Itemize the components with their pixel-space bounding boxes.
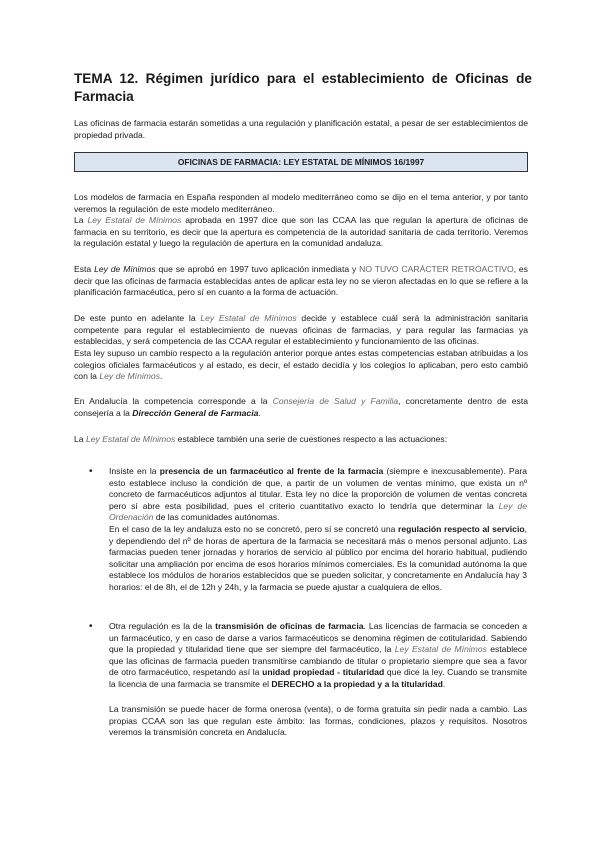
- paragraph-4: De este punto en adelante la Ley Estatal de Mínimos decide y establece cuál será la administración sanitaria competente para regular el establecimiento de nuevas oficinas de farmacias, y para regular las farmacias ya establecidas, y será competencia de las CCAA regular el establecimiento y funcionamiento de las oficinas.: [74, 313, 529, 347]
- page-title: TEMA 12. Régimen jurídico para el establecimiento de Oficinas de Farmacia: [74, 71, 532, 104]
- bullet-1-marker: •: [89, 466, 93, 477]
- section-header-box: [74, 152, 528, 172]
- paragraph-1: Los modelos de farmacia en España responden al modelo mediterráneo como se dijo en el tema anterior, y por tanto veremos la regulación de este modelo mediterráneo.: [74, 192, 528, 214]
- paragraph-5: Esta ley supuso un cambio respecto a la regulación anterior porque antes estas competencias estaban atribuidas a los colegios oficiales farmacéuticos y al estado, es decir, el estado decidía y los colegios lo aplicaban, pero esto cambió con la Ley de Mínimos.: [74, 348, 528, 382]
- bullet-1-paragraph: Insiste en la presencia de un farmacéutico al frente de la farmacia (siempre e inexcusablemente). Para esto establece incluso la condición de que, a partir de un volumen de ventas mínimo, que exista un nº concreto de farmacéuticos adjuntos al titular. Esta ley no dice la proporción de volumen de ventas concreta pero sí abre esta posibilidad, pues el criterio cuantitativo exacto lo tendría que determinar la Ley de Ordenación de las comunidades autónomas.: [109, 466, 528, 523]
- section-header-text: OFICINAS DE FARMACIA: LEY ESTATAL DE MÍNIMOS 16/1997: [177, 157, 425, 167]
- bullet-2-paragraph: Otra regulación es la de la transmisión de oficinas de farmacia. Las licencias de farmacia se conceden a un farmacéutico, y en caso de darse a varios farmacéuticos se denomina régimen de cotitularidad. Sabiendo que la propiedad y titularidad tiene que ser siempre del farmacéutico, la Ley Estatal de Mínimos establece que las oficinas de farmacia pueden transmitirse cambiando de titular o propietario siempre que sea a favor de otro farmacéutico, respetando así la unidad propiedad - titularidad que dice la ley. Cuando se transmite la licencia de una farmacia se transmite el DERECHO a la propiedad y a la titularidad.: [109, 621, 528, 689]
- bullet-2-continuation: La transmisión se puede hacer de forma onerosa (venta), o de forma gratuita sin pedir nada a cambio. Las propias CCAA son las que regulan este ámbito: las formas, condiciones, plazos y requisitos. Nosotros veremos la transmisión concreta en Andalucía.: [109, 704, 527, 738]
- bullet-2-marker: •: [89, 621, 93, 632]
- paragraph-3: Esta Ley de Mínimos que se aprobó en 1997 tuvo aplicación inmediata y NO TUVO CARÁCTER RETROACTIVO, es decir que las oficinas de farmacia establecidas antes de aplicar esta ley no se vieron afectadas en lo que se refiere a la planificación farmacéutica, pero sí en cuanto a la forma de actuación.: [74, 264, 528, 298]
- paragraph-7: La Ley Estatal de Mínimos establece también una serie de cuestiones respecto a las actuaciones:: [74, 434, 448, 444]
- paragraph-2: La Ley Estatal de Mínimos aprobada en 1997 dice que son las CCAA las que regulan la apertura de oficinas de farmacia en su territorio, es decir que la apertura es competencia de la autoridad sanitaria de cada territorio. Veremos la regulación estatal y luego la regulación de apertura en la comunidad andaluza.: [74, 215, 528, 249]
- intro-paragraph: Las oficinas de farmacia estarán sometidas a una regulación y planificación estatal, a pesar de ser establecimientos de propiedad privada.: [74, 118, 528, 140]
- bullet-1-continuation: En el caso de la ley andaluza esto no se concretó, pero sí se concretó una regulación respecto al servicio, y dependiendo del nº de horas de apertura de la farmacia se necesitará más o menos personal adjunto. Las farmacias pueden tener jornadas y horarios de servicio al público por encima del horario habitual, pudiendo solicitar una ampliación por encima de esos horarios mínimos comerciales. Es la comunidad autónoma la que establece los módulos de horarios establecidos que se pueden solicitar, y concretamente en Andalucía hay 3 horarios: el de 8h, el de 12h y 24h, y la farmacia se puede ajustar a cualquiera de ellos.: [109, 524, 527, 592]
- paragraph-6: En Andalucía la competencia corresponde a la Consejería de Salud y Familia, concretamente dentro de esta consejería a la Dirección General de Farmacia.: [74, 396, 528, 418]
